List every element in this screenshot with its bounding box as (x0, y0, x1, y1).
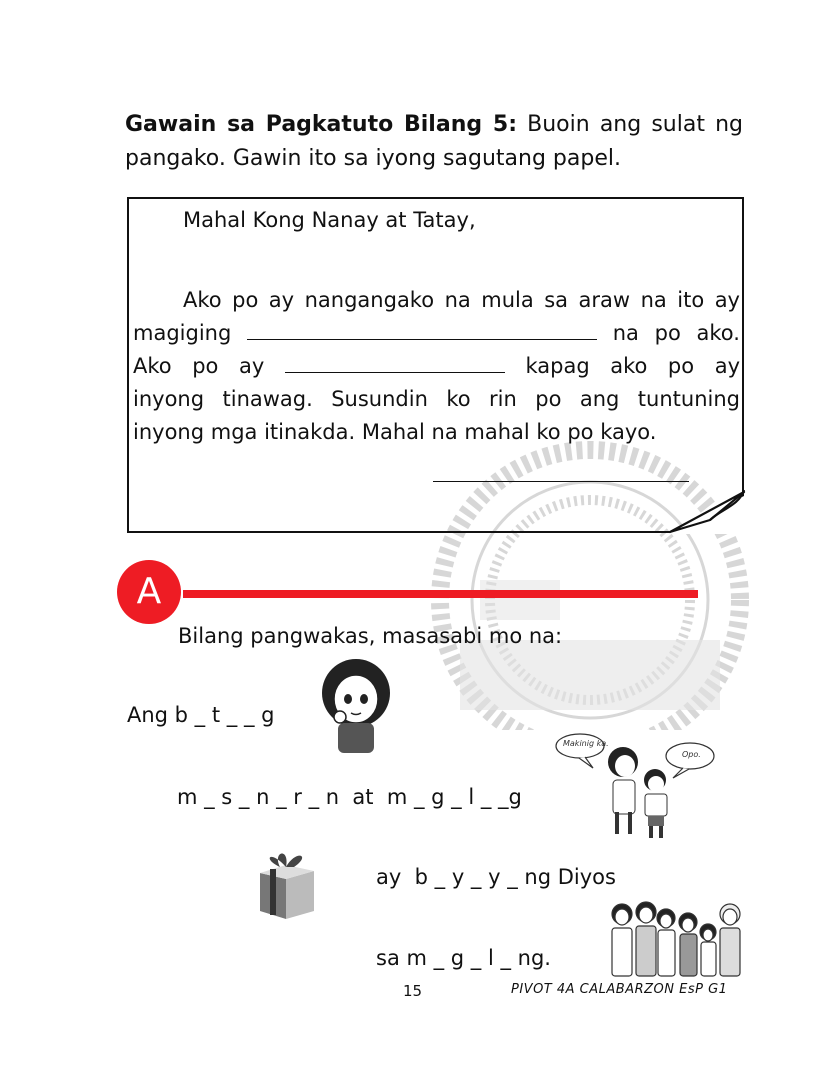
letter-line-2-end: na po ako. (612, 321, 740, 345)
page-curl-icon (660, 480, 750, 540)
letter-line-3 (133, 350, 740, 383)
speech-bubble-2: Opo. (682, 750, 701, 759)
activity-instruction-1: Buoin ang sulat ng (527, 112, 743, 137)
girl-thinking-illustration (318, 657, 394, 753)
closing-line-2: m _ s _ n _ r _ n at m _ g _ l _ _g (177, 785, 522, 809)
closing-intro: Bilang pangwakas, masasabi mo na: (178, 624, 563, 648)
signature-blank[interactable] (433, 481, 689, 482)
letter-line-2 (133, 317, 740, 350)
section-badge: A (117, 560, 181, 624)
letter-line-3-start: Ako po ay (133, 354, 265, 378)
letter-greeting: Mahal Kong Nanay at Tatay, (183, 208, 476, 232)
activity-title-line-1 (125, 108, 743, 142)
gift-box-icon (250, 845, 322, 921)
footer-source: PIVOT 4A CALABARZON EsP G1 (511, 982, 728, 997)
family-illustration (608, 898, 743, 978)
blank-magiging[interactable] (247, 319, 597, 340)
closing-line-3: ay b _ y _ y _ ng Diyos (376, 865, 616, 889)
speech-bubble-1: Makinig ka. (563, 739, 609, 748)
closing-line-4: sa m _ g _ l _ ng. (376, 946, 551, 970)
letter-line-5: inyong mga itinakda. Mahal na mahal ko po kayo. (133, 420, 657, 444)
activity-heading: Gawain sa Pagkatuto Bilang 5: (125, 112, 518, 137)
letter-line-4: inyong tinawag. Susundin ko rin po ang tuntuning (133, 387, 740, 411)
letter-line-3-end: kapag ako po ay (525, 354, 740, 378)
letter-line-1: Ako po ay nangangako na mula sa araw na ito ay (183, 288, 740, 312)
blank-ako-po-ay[interactable] (285, 352, 505, 373)
activity-instruction-2: pangako. Gawin ito sa iyong sagutang papel. (125, 146, 621, 171)
page-number: 15 (403, 982, 423, 1000)
closing-line-1: Ang b _ t _ _ g (127, 703, 275, 727)
section-divider (183, 590, 698, 598)
letter-line-2-start: magiging (133, 321, 232, 345)
